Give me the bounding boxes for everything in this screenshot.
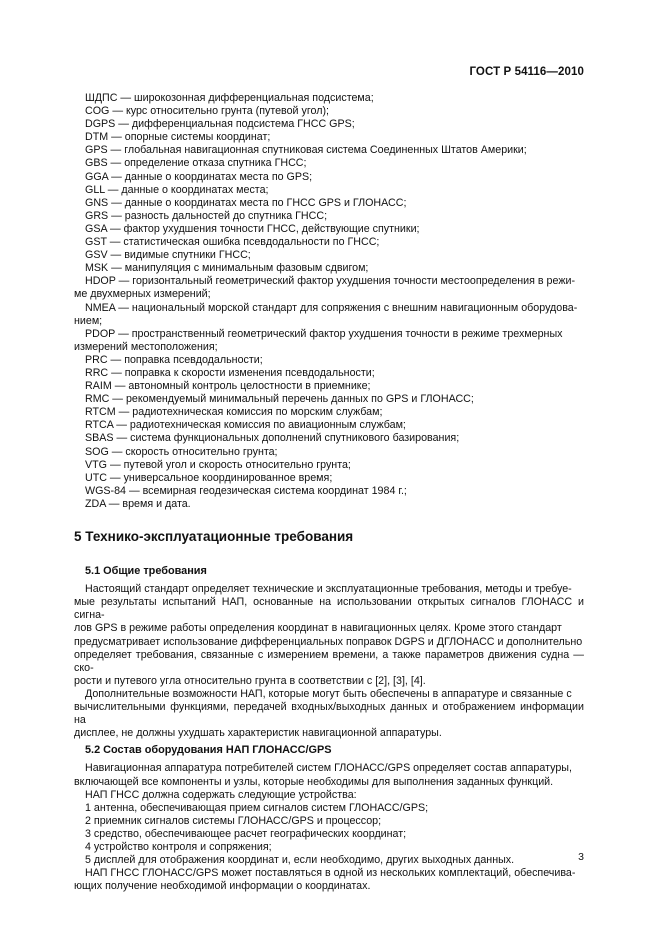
abbreviation-line: HDOP — горизонтальный геометрический фактор ухудшения точности местоопределения в режи-: [85, 275, 576, 288]
abbreviation-line: VTG — путевой угол и скорость относительно грунта;: [85, 458, 351, 471]
abbreviation-line: GSA — фактор ухудшения точности ГНСС, действующие спутники;: [85, 222, 420, 235]
text-line: вычислительными функциями, передачей входных/выходных данных и отображением информации на: [74, 701, 584, 727]
abbreviation-line: DGPS — дифференциальная подсистема ГНСС GPS;: [85, 118, 355, 131]
abbreviation-line: RTCA — радиотехническая комиссия по авиационным службам;: [85, 419, 406, 432]
abbreviation-line: GST — статистическая ошибка псевдодальности по ГНСС;: [85, 236, 380, 249]
section-5-2-paragraph-3: [74, 867, 584, 893]
section-5-1-paragraph-2: [74, 688, 584, 740]
text-line: 5 дисплей для отображения координат и, если необходимо, других выходных данных.: [85, 854, 515, 867]
text-line: 2 приемник сигналов системы ГЛОНАСС/GPS и процессор;: [85, 814, 382, 827]
abbreviation-line: RTCM — радиотехническая комиссия по морским службам;: [85, 406, 383, 419]
abbreviation-line: GPS — глобальная навигационная спутниковая система Соединенных Штатов Америки;: [85, 144, 527, 157]
abbreviation-line: GBS — определение отказа спутника ГНСС;: [85, 157, 307, 170]
section-5-2-device-list: [74, 802, 584, 867]
section-5-2-paragraph-2: [74, 789, 584, 802]
text-line: Дополнительные возможности НАП, которые могут быть обеспечены в аппаратуре и связанные с: [85, 687, 572, 700]
text-line: предусматривает использование дифференциальных поправок DGPS и ДГЛОНАСС и дополнительно: [74, 635, 583, 648]
page-number: 3: [578, 851, 584, 863]
section-5-2-paragraph-2-text: НАП ГНСС должна содержать следующие устройства:: [85, 788, 357, 801]
abbreviations-list: [74, 92, 584, 511]
abbreviation-line: RRC — поправка к скорости изменения псевдодальности;: [85, 366, 375, 379]
page-content: [74, 92, 584, 893]
abbreviation-line: GSV — видимые спутники ГНСС;: [85, 249, 251, 262]
abbreviation-line: GRS — разность дальностей до спутника ГНСС;: [85, 209, 328, 222]
text-line: определяет требования, связанные с измерением времени, а также параметров движения судна — ско-: [74, 648, 584, 674]
text-line: включающей все компоненты и узлы, которые необходимы для выполнения заданных функций.: [74, 775, 554, 788]
text-line: 1 антенна, обеспечивающая прием сигналов систем ГЛОНАСС/GPS;: [85, 801, 429, 814]
section-5-2-paragraph-1: [74, 762, 584, 788]
text-line: 3 средство, обеспечивающее расчет географических координат;: [85, 827, 407, 840]
abbreviation-line: PDOP — пространственный геометрический фактор ухудшения точности в режиме трехмерных: [85, 327, 563, 340]
abbreviation-line: ШДПС — широкозонная дифференциальная подсистема;: [85, 92, 374, 104]
abbreviation-line: NMEA — национальный морской стандарт для сопряжения с внешним навигационным оборудова-: [85, 301, 578, 314]
text-line: мые результаты испытаний НАП, основанные на использовании открытых сигналов ГЛОНАСС и сигна-: [74, 596, 584, 622]
abbreviation-line: RMC — рекомендуемый минимальный перечень данных по GPS и ГЛОНАСС;: [85, 393, 474, 406]
abbreviation-line: WGS-84 — всемирная геодезическая система координат 1984 г.;: [85, 484, 407, 497]
section-5-2-title: 5.2 Состав оборудования НАП ГЛОНАСС/GPS: [85, 744, 332, 757]
abbreviation-line: RAIM — автономный контроль целостности в приемнике;: [85, 380, 371, 393]
abbreviation-line-continuation: нием;: [74, 314, 103, 327]
text-line: Настоящий стандарт определяет технические и эксплуатационные требования, методы и требуе-: [85, 583, 572, 596]
abbreviation-line: GLL — данные о координатах места;: [85, 183, 269, 196]
text-line: 4 устройство контроля и сопряжения;: [85, 840, 272, 853]
text-line: рости и путевого угла относительно грунта в соответствии с [2], [3], [4].: [74, 674, 426, 687]
section-5-1-paragraph-1: [74, 583, 584, 688]
abbreviation-line: SBAS — система функциональных дополнений спутникового базирования;: [85, 432, 460, 445]
abbreviation-line: ZDA — время и дата.: [85, 497, 191, 510]
section-5-title: 5 Технико-эксплуатационные требования: [74, 529, 354, 544]
text-line: НАП ГНСС ГЛОНАСС/GPS может поставляться в одной из нескольких комплектаций, обеспечива-: [85, 867, 576, 880]
text-line: Навигационная аппаратура потребителей систем ГЛОНАСС/GPS определяет состав аппаратуры,: [85, 762, 572, 775]
section-5-1-title: 5.1 Общие требования: [85, 565, 207, 578]
abbreviation-line: MSK — манипуляция с минимальным фазовым сдвигом;: [85, 262, 369, 275]
abbreviation-line: PRC — поправка псевдодальности;: [85, 353, 263, 366]
abbreviation-line-continuation: измерений местоположения;: [74, 340, 218, 353]
abbreviation-line: UTC — универсальное координированное время;: [85, 471, 333, 484]
text-line: дисплее, не должны ухудшать характеристик навигационной аппаратуры.: [74, 727, 442, 740]
abbreviation-line: GNS — данные о координатах места по ГНСС GPS и ГЛОНАСС;: [85, 196, 407, 209]
abbreviation-line-continuation: ме двухмерных измерений;: [74, 288, 211, 301]
abbreviation-line: DTM — опорные системы координат;: [85, 131, 271, 144]
abbreviation-line: COG — курс относительно грунта (путевой угол);: [85, 105, 329, 118]
document-code: ГОСТ Р 54116—2010: [469, 66, 584, 78]
text-line: лов GPS в режиме работы определения координат в навигационных целях. Кроме этого стандарт: [74, 622, 562, 635]
abbreviation-line: GGA — данные о координатах места по GPS;: [85, 170, 313, 183]
text-line: ющих получение необходимой информации о координатах.: [74, 880, 371, 893]
abbreviation-line: SOG — скорость относительно грунта;: [85, 445, 278, 458]
